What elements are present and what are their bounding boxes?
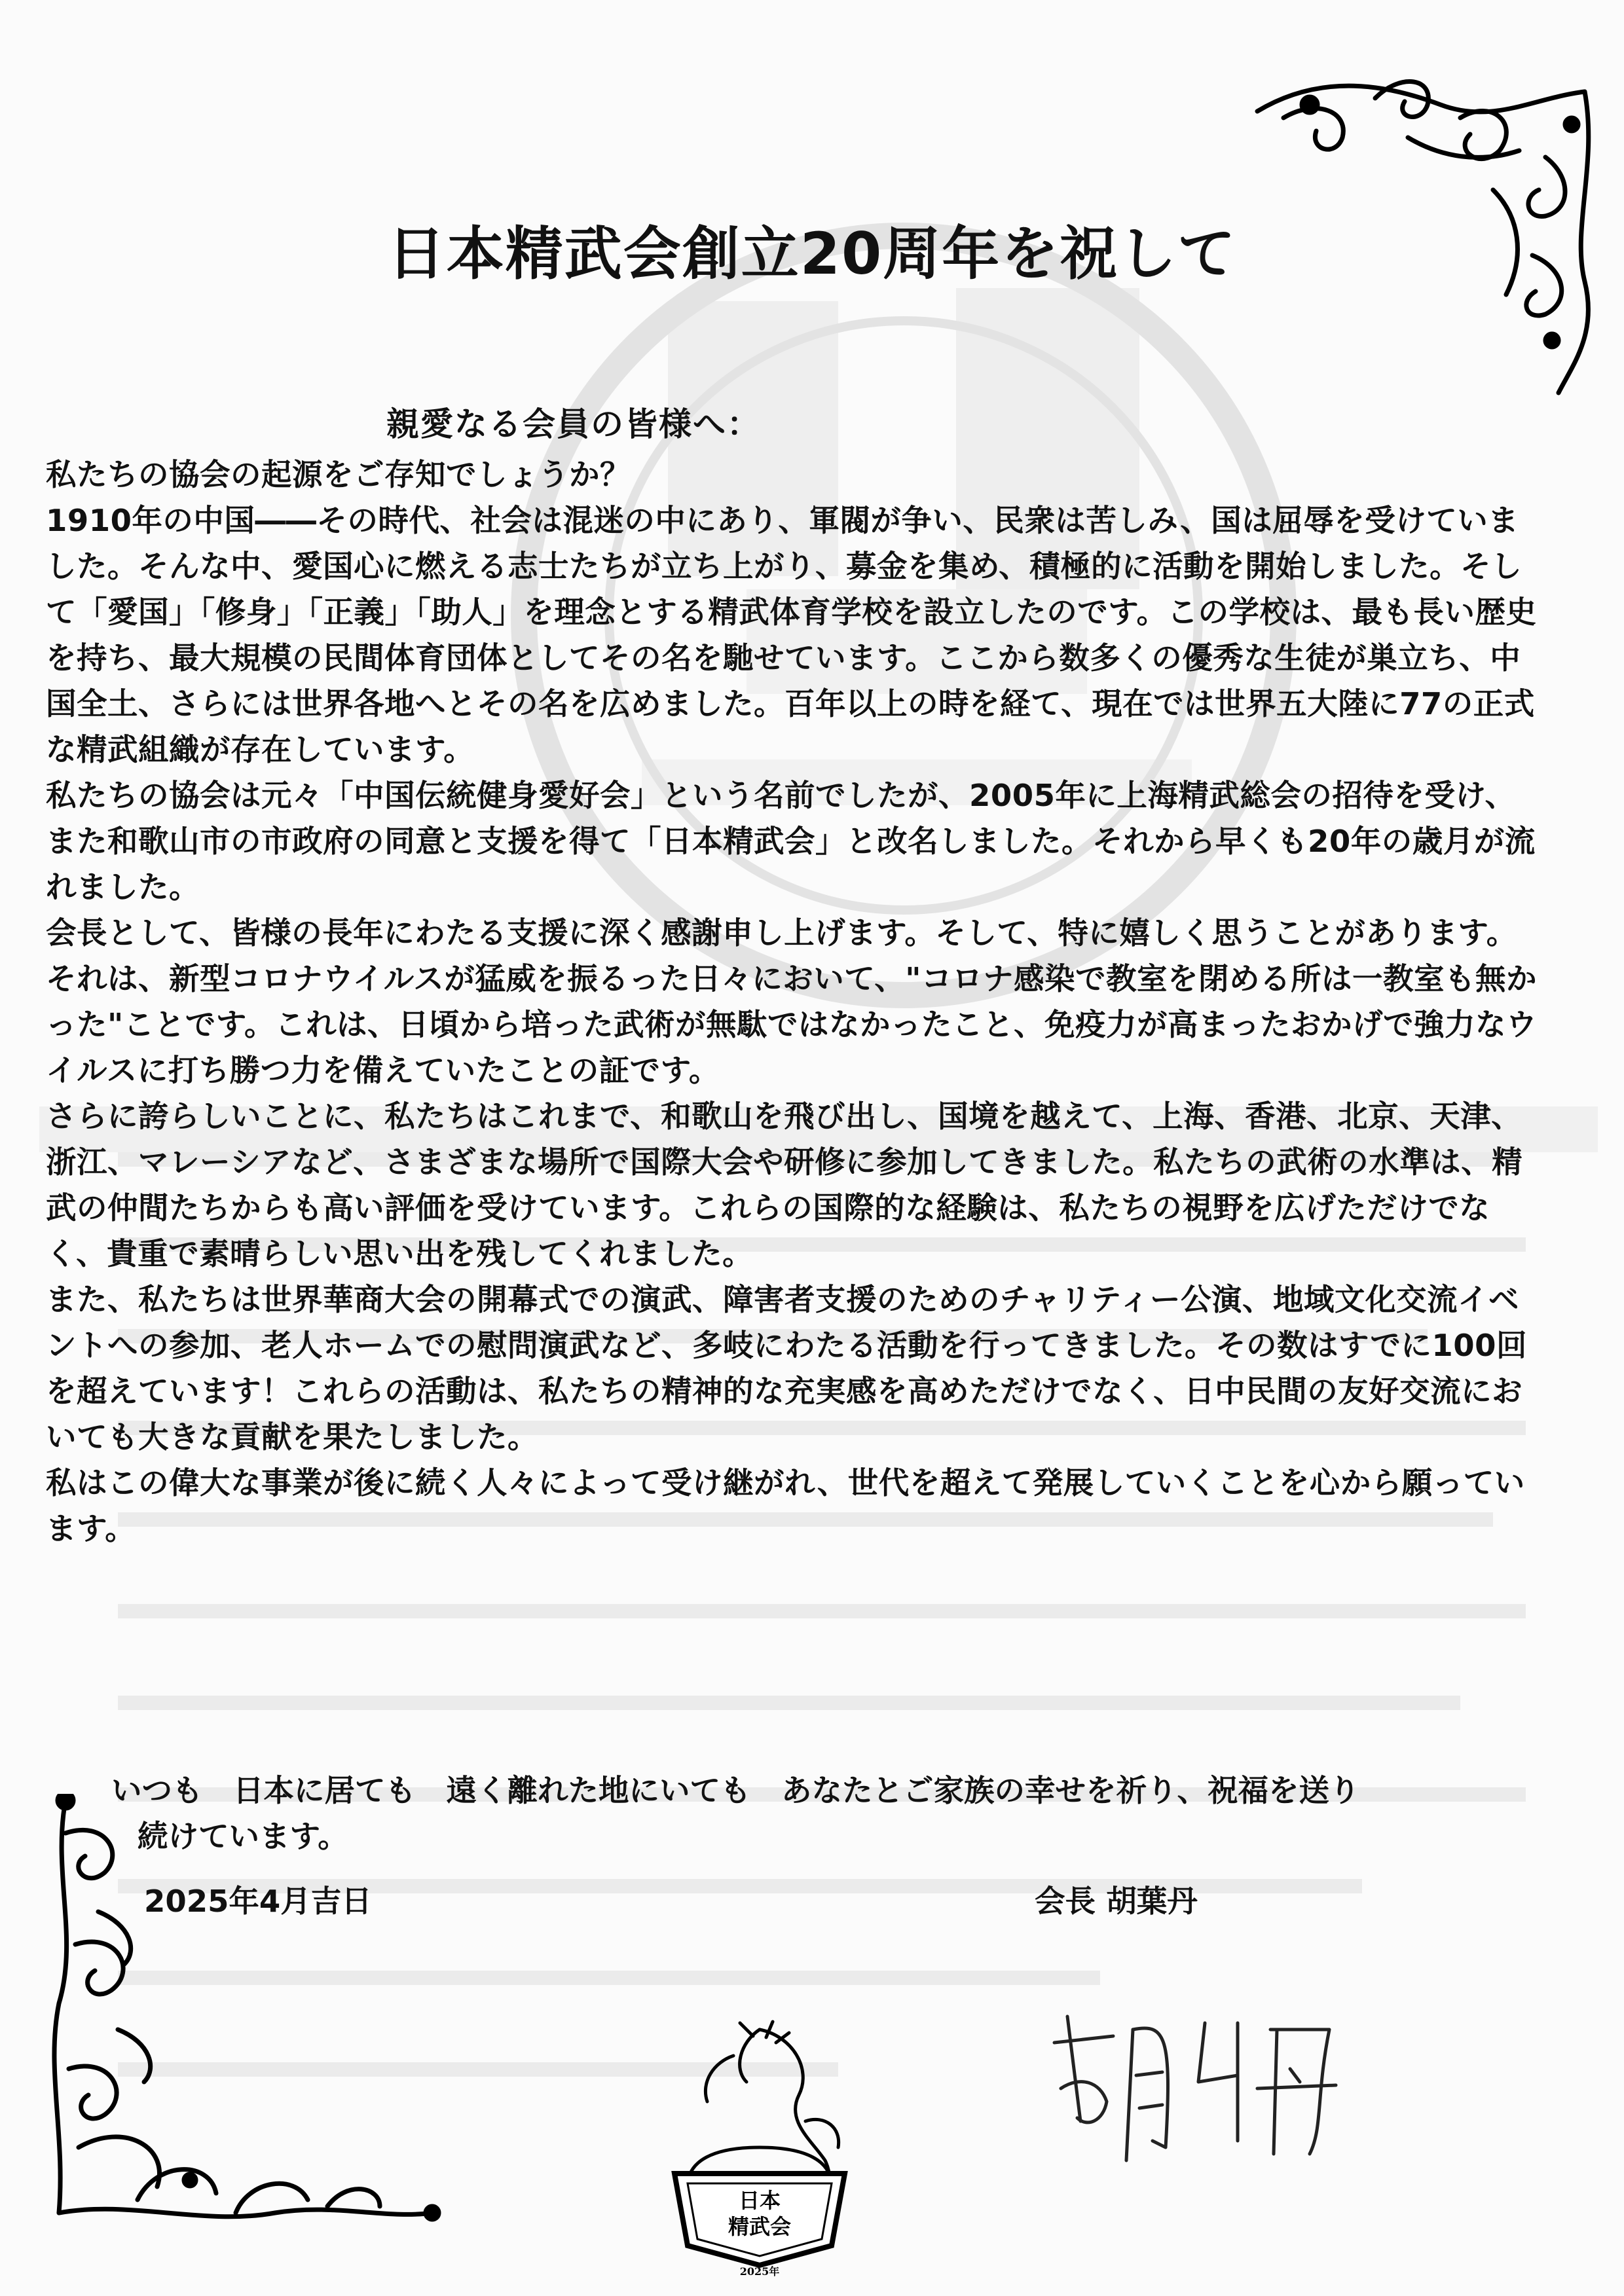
handwritten-signature xyxy=(1041,1990,1342,2187)
paragraph: 私たちの協会は元々「中国伝統健身愛好会」という名前でしたが、2005年に上海精武総会の招待を受け、また和歌山市の市政府の同意と支援を得て「日本精武会」と改名しました。それから早くも20年の歳月が流れました。 xyxy=(46,778,1536,905)
closing-line: 続けています。 xyxy=(138,1819,348,1854)
president-name: 会長 胡葉丹 xyxy=(1035,1884,1198,1919)
organization-emblem xyxy=(661,2016,858,2278)
paragraph: 私はこの偉大な事業が後に続く人々によって受け継がれ、世代を超えて発展していくことを心から願っています。 xyxy=(46,1465,1525,1546)
paragraph: 1910年の中国――その時代、社会は混迷の中にあり、軍閥が争い、民衆は苦しみ、国は屈辱を受けていました。そんな中、愛国心に燃える志士たちが立ち上がり、募金を集め、積極的に活動を開始しました。そして「愛国」「修身」「正義」「助人」を理念とする精武体育学校を設立したのです。この学校は、最も長い歴史を持ち、最大規模の民間体育団体としてその名を馳せています。ここから数多くの優秀な生徒が巣立ち、中国全土、さらには世界各地へとその名を広めました。百年以上の時を経て、現在では世界五大陸に77の正式な精武組織が存在しています。 xyxy=(46,503,1537,767)
emblem-text-line1: 日本 xyxy=(738,2188,781,2213)
closing-line: いつも 日本に居ても 遠く離れた地にいても あなたとご家族の幸せを祈り、祝福を送り xyxy=(111,1773,1360,1808)
salutation: 親愛なる会員の皆様へ： xyxy=(386,405,761,443)
letter-body xyxy=(46,452,1545,1552)
paragraph: 私たちの協会の起源をご存知でしょうか？ xyxy=(46,457,631,492)
corner-ornament-bottom-left xyxy=(39,1794,445,2252)
paragraph: さらに誇らしいことに、私たちはこれまで、和歌山を飛び出し、国境を越えて、上海、香港、北京、天津、浙江、マレーシアなど、さまざまな場所で国際大会や研修に参加してきました。私たちの武術の水準は、精武の仲間たちからも高い評価を受けています。これらの国際的な経験は、私たちの視野を広げただけでなく、貴重で素晴らしい思い出を残してくれました。 xyxy=(46,1099,1523,1271)
letter-date: 2025年4月吉日 xyxy=(144,1884,372,1919)
letter-title: 日本精武会創立20周年を祝して xyxy=(387,220,1237,287)
paragraph: 会長として、皆様の長年にわたる支援に深く感謝申し上げます。そして、特に嬉しく思うことがあります。それは、新型コロナウイルスが猛威を振るった日々において、"コロナ感染で教室を閉める所は一教室も無かった"ことです。これは、日頃から培った武術が無駄ではなかったこと、免疫力が高まったおかげで強力なウイルスに打ち勝つ力を備えていたことの証です。 xyxy=(46,915,1538,1088)
emblem-text-line2: 精武会 xyxy=(728,2214,792,2239)
paragraph: また、私たちは世界華商大会の開幕式での演武、障害者支援のためのチャリティー公演、地域文化交流イベントへの参加、老人ホームでの慰問演武など、多岐にわたる活動を行ってきました。その数はすでに100回を超えています！これらの活動は、私たちの精神的な充実感を高めただけでなく、日中民間の友好交流においても大きな貢献を果たしました。 xyxy=(46,1282,1527,1455)
emblem-year: 2025年 xyxy=(739,2265,780,2278)
